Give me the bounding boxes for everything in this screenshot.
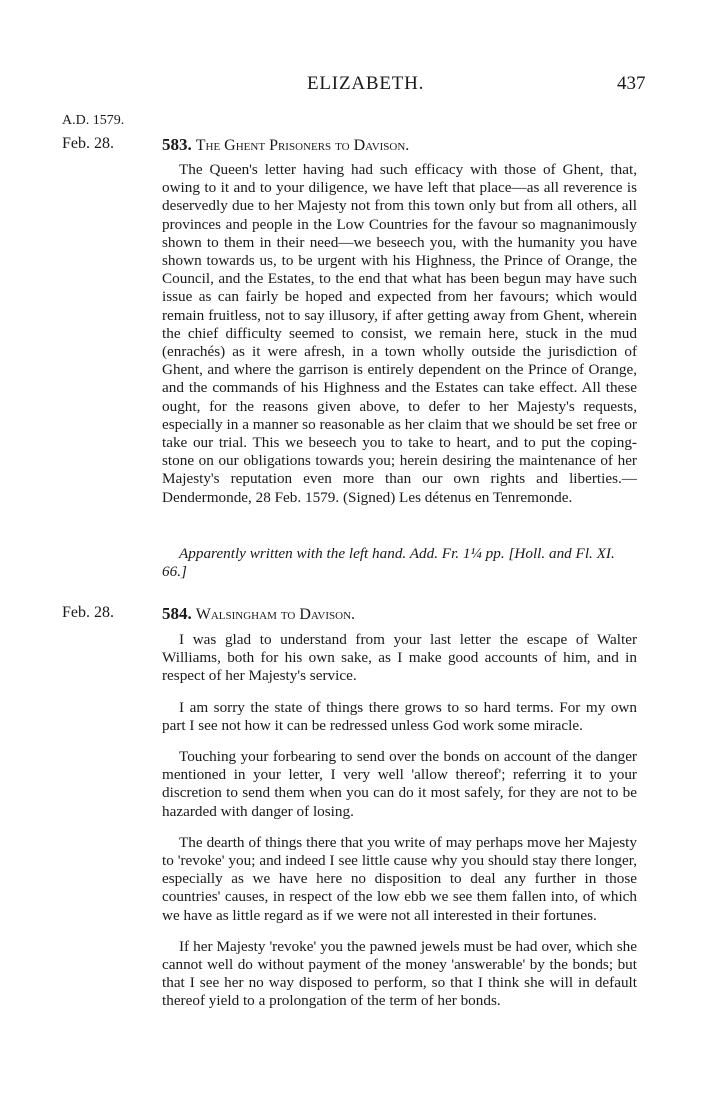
- entry-number: 584.: [162, 604, 192, 623]
- entry-584-body: [162, 631, 637, 1024]
- paragraph: The dearth of things there that you write of may perhaps move her Majesty to 'revoke' you; and indeed I see little cause why you should stay there longer, especially as we have here no disposition to deal any further in those countries' causes, in respect of the low ebb we see them fallen into, of which we have as little regard as if we were not all interested in their fortunes.: [162, 833, 637, 924]
- entry-title: The Ghent Prisoners to Davison.: [195, 137, 410, 154]
- paragraph: The Queen's letter having had such efficacy with those of Ghent, that, owing to it and to your diligence, we have left that place—as all reverence is deservedly due to her Majesty not from this town only but from all others, all provinces and people in the Low Countries for the favour so magnanimously shown to them in their need—we beseech you, with the humanity you have shown towards us, to be urgent with his Highness, the Prince of Orange, the Council, and the Estates, to the end that what has been begun may have such issue as can fairly be hoped and expected from her favours; which would remain fruitless, not to say illusory, if after getting away from Ghent, wherein the chief difficulty seemed to consist, we remain here, stuck in the mud (enrachés) as it were afresh, in a town wholly outside the jurisdiction of Ghent, and where the garrison is entirely dependent on the Prince of Orange, and the commands of his Highness and the Estates can take effect. All these ought, for the reasons given above, to defer to her Majesty's requests, especially in a manner so reasonable as her claim that we should be set free or take our trial. This we beseech you to take to heart, and to put the coping-stone on our obligations towards you; herein desiring the maintenance of her Majesty's reputation even more than our own rights and liberties.—Dendermonde, 28 Feb. 1579. (Signed) Les détenus en Tenremonde.: [162, 161, 637, 506]
- page-number: 437: [617, 73, 646, 94]
- paragraph: If her Majesty 'revoke' you the pawned jewels must be had over, which she cannot well do without payment of the money 'answerable' by the bonds; but that I see her no way disposed to perform, so that I think she will in default thereof yield to a prolongation of the term of her bonds.: [162, 937, 637, 1010]
- entry-title: Walsingham to Davison.: [195, 606, 356, 623]
- entry-date: Feb. 28.: [62, 604, 114, 621]
- paragraph: Touching your forbearing to send over the bonds on account of the danger mentioned in your letter, I very well 'allow thereof'; referring it to your discretion to send them when you can do it most safely, for they are not to be hazarded with danger of losing.: [162, 748, 637, 820]
- paragraph: I was glad to understand from your last letter the escape of Walter Williams, both for his own sake, as I make good accounts of him, and in respect of her Majesty's service.: [162, 631, 637, 685]
- entry-date: Feb. 28.: [62, 135, 114, 152]
- running-title: ELIZABETH.: [307, 73, 425, 94]
- paragraph: I am sorry the state of things there grows to so hard terms. For my own part I see not how it can be redressed unless God work some miracle.: [162, 698, 637, 734]
- entry-number: 583.: [162, 135, 192, 154]
- entry-583-note: Apparently written with the left hand. Add. Fr. 1¼ pp. [Holl. and Fl. XI. 66.]: [162, 545, 615, 581]
- year-marginal: A.D. 1579.: [62, 113, 125, 128]
- entry-583-body: [162, 161, 637, 520]
- entry-heading: [162, 604, 355, 624]
- entry-heading: [162, 135, 409, 155]
